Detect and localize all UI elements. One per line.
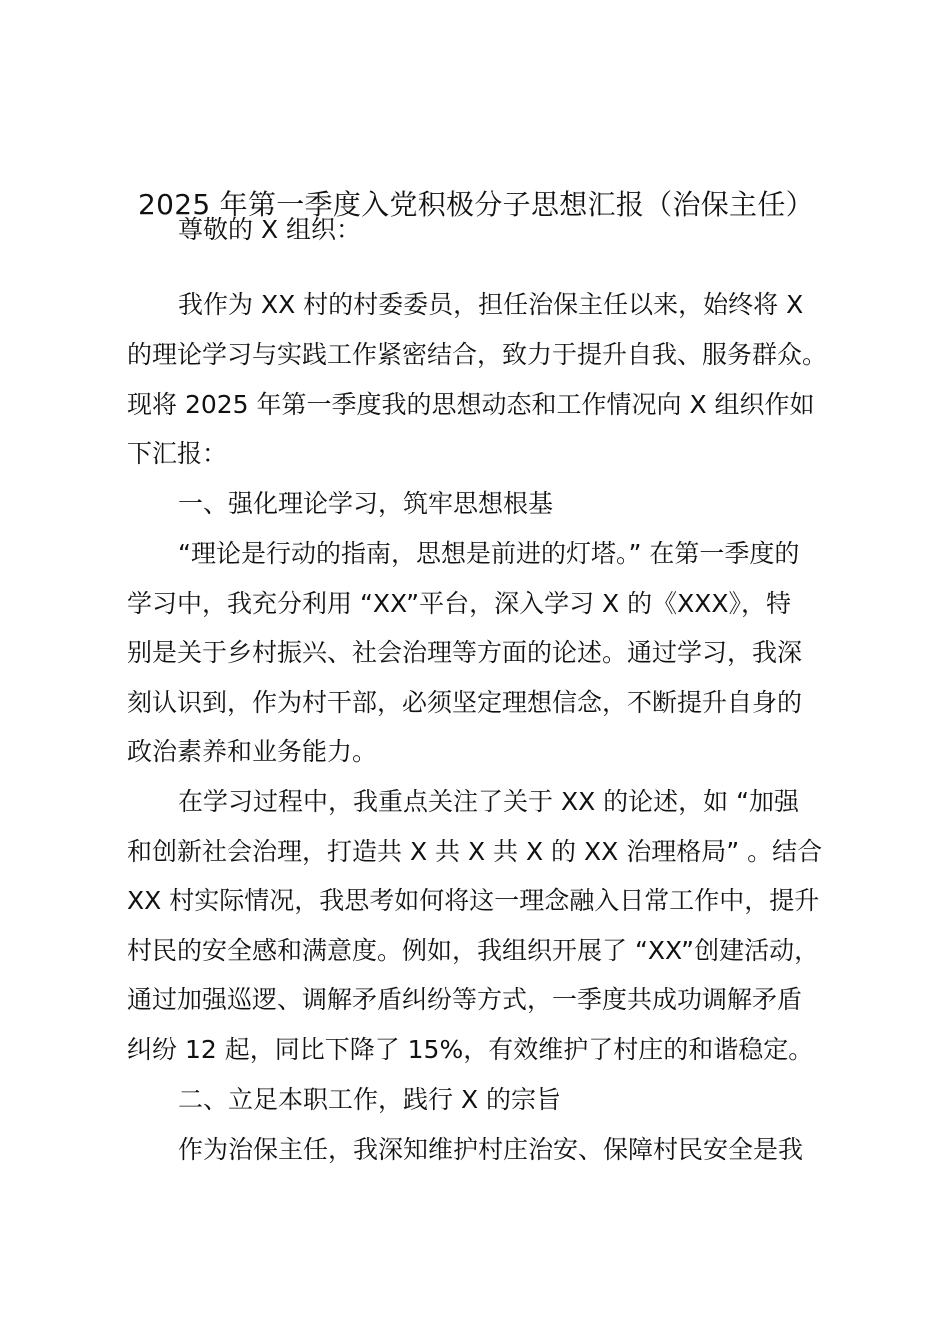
document-title: 2025 年第一季度入党积极分子思想汇报（治保主任） bbox=[138, 188, 814, 221]
paragraph-3-line-4: 村民的安全感和满意度。例如，我组织开展了 “XX”创建活动， bbox=[127, 936, 820, 965]
paragraph-1-line-1: 我作为 XX 村的村委委员，担任治保主任以来，始终将 X bbox=[178, 290, 804, 319]
paragraph-2-line-3: 别是关于乡村振兴、社会治理等方面的论述。通过学习，我深 bbox=[127, 638, 803, 667]
paragraph-3-line-6: 纠纷 12 起，同比下降了 15%，有效维护了村庄的和谐稳定。 bbox=[127, 1035, 814, 1064]
paragraph-1-line-4: 下汇报： bbox=[127, 439, 228, 468]
paragraph-2-line-4: 刻认识到，作为村干部，必须坚定理想信念，不断提升自身的 bbox=[127, 688, 803, 717]
paragraph-2-line-1: “理论是行动的指南，思想是前进的灯塔。” 在第一季度的 bbox=[178, 539, 800, 568]
section-heading-2: 二、立足本职工作，践行 X 的宗旨 bbox=[178, 1085, 562, 1114]
salutation: 尊敬的 X 组织： bbox=[178, 215, 362, 244]
section-heading-1: 一、强化理论学习，筑牢思想根基 bbox=[178, 489, 554, 518]
paragraph-3-line-1: 在学习过程中，我重点关注了关于 XX 的论述，如 “加强 bbox=[178, 787, 800, 816]
paragraph-1-line-3: 现将 2025 年第一季度我的思想动态和工作情况向 X 组织作如 bbox=[127, 390, 815, 419]
paragraph-3-line-2: 和创新社会治理，打造共 X 共 X 共 X 的 XX 治理格局” 。结合 bbox=[127, 837, 823, 866]
paragraph-1-line-2: 的理论学习与实践工作紧密结合，致力于提升自我、服务群众。 bbox=[127, 340, 828, 369]
paragraph-3-line-5: 通过加强巡逻、调解矛盾纠纷等方式，一季度共成功调解矛盾 bbox=[127, 985, 803, 1014]
paragraph-2-line-5: 政治素养和业务能力。 bbox=[127, 737, 378, 766]
paragraph-2-line-2: 学习中，我充分利用 “XX”平台，深入学习 X 的《XXX》，特 bbox=[127, 589, 791, 618]
paragraph-4-line-1: 作为治保主任，我深知维护村庄治安、保障村民安全是我 bbox=[178, 1135, 804, 1164]
paragraph-3-line-3: XX 村实际情况，我思考如何将这一理念融入日常工作中，提升 bbox=[127, 886, 820, 915]
